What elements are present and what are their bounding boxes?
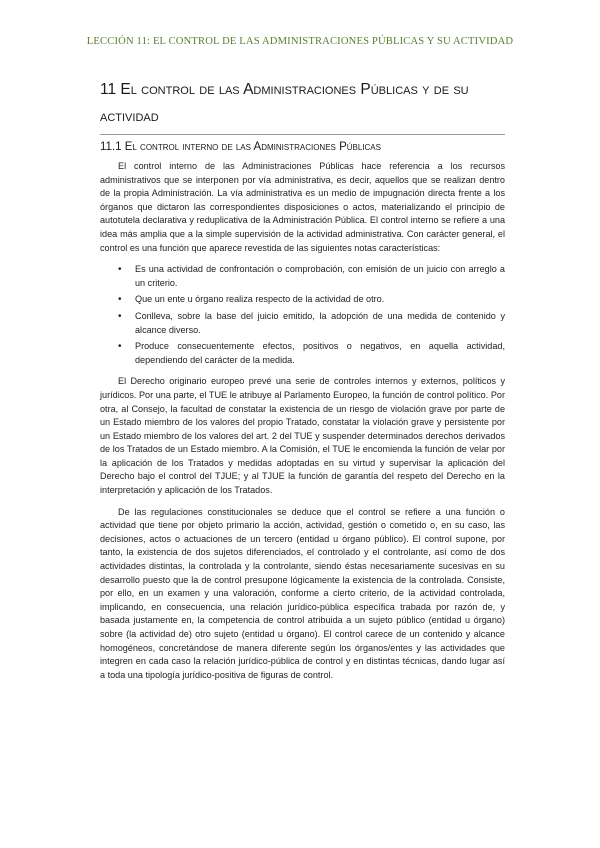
list-item: • Conlleva, sobre la base del juicio emitido, la adopción de una medida de contenido y alcance diverso.	[135, 310, 505, 337]
document-body	[100, 160, 505, 690]
constitutional-paragraph: De las regulaciones constitucionales se deduce que el control se refiere a una función o actividad que tiene por objeto primario la acción, actividad, gestión o cometido o, en su caso, las decisiones, actos o actuaciones de un tercero (entidad u órgano público). El control supone, por tanto, la existencia de dos sujetos diferenciados, el controlado y el controlante, así como de dos actividades distintas, la controlada y la controlante, siendo éstas necesariamente sucesivas en su desarrollo puesto que la de control presupone lógicamente la existencia de la controlada. Consiste, por ello, en un examen y una valoración, conforme a cierto criterio, de la actividad controlada, implicando, en consecuencia, una relación jurídico-pública específica trabada por razón de, y basada justamente en, la competencia de control atribuida a un sujeto público (entidad u órgano) sobre (la actividad de) otro sujeto (entidad u órgano). El control carece de un contenido y alcance homogéneos, concretándose de manera diferente según los órganos/entes y las actividades que integren en cada caso la relación jurídico-pública de control y en distintas técnicas, dando lugar así a toda una tipología jurídico-positiva de figuras de control.	[100, 506, 505, 680]
eu-law-paragraph: El Derecho originario europeo prevé una serie de controles internos y externos, políticos y jurídicos. Por una parte, el TUE le atribuye al Parlamento Europeo, la función de control político. Por otra, al Consejo, la facultad de constatar la existencia de un riesgo de violación grave por parte de un Estado miembro de los valores del propio Tratado, constatar la violación grave y persistente por un Estado miembro de los valores del art. 2 del TUE y suspender determinados derechos derivados de los Tratados de un Estado miembro. A la Comisión, el TUE le encomienda la función de velar por la aplicación de los Tratados y medidas adoptadas en su virtud y supervisar la aplicación del Derecho bajo el control del TJUE; y al TJUE la función de garantía del respeto del Derecho en la interpretación y aplicación de los Tratados.	[100, 376, 505, 496]
list-item: • Que un ente u órgano realiza respecto de la actividad de otro.	[135, 293, 505, 307]
chapter-title: 11 El control de las Administraciones Públicas y de su actividad	[100, 76, 505, 135]
characteristics-list	[100, 263, 505, 367]
section-title: 11.1 El control interno de las Administraciones Públicas	[100, 141, 381, 153]
list-item: • Produce consecuentemente efectos, positivos o negativos, en aquella actividad, dependiendo del carácter de la medida.	[135, 340, 505, 367]
running-header: LECCIÓN 11: EL CONTROL DE LAS ADMINISTRACIONES PÚBLICAS Y SU ACTIVIDAD	[86, 36, 514, 47]
list-item: • Es una actividad de confrontación o comprobación, con emisión de un juicio con arreglo a un criterio.	[135, 263, 505, 290]
intro-paragraph: El control interno de las Administraciones Públicas hace referencia a los recursos administrativos que se interponen por vía administrativa, es decir, aquellos que se realizan dentro de la propia Administración. La vía administrativa es un medio de impugnación directa frente a los órganos que dictaron las correspondientes disposiciones o actos, materializando el principio de autotutela declarativa y reduplicativa de la Administración Pública. El control interno se refiere a una idea más amplia que a la simple supervisión de la actividad administrativa. Con carácter general, el control es una función que aparece revestida de las siguientes notas características:	[100, 161, 505, 253]
